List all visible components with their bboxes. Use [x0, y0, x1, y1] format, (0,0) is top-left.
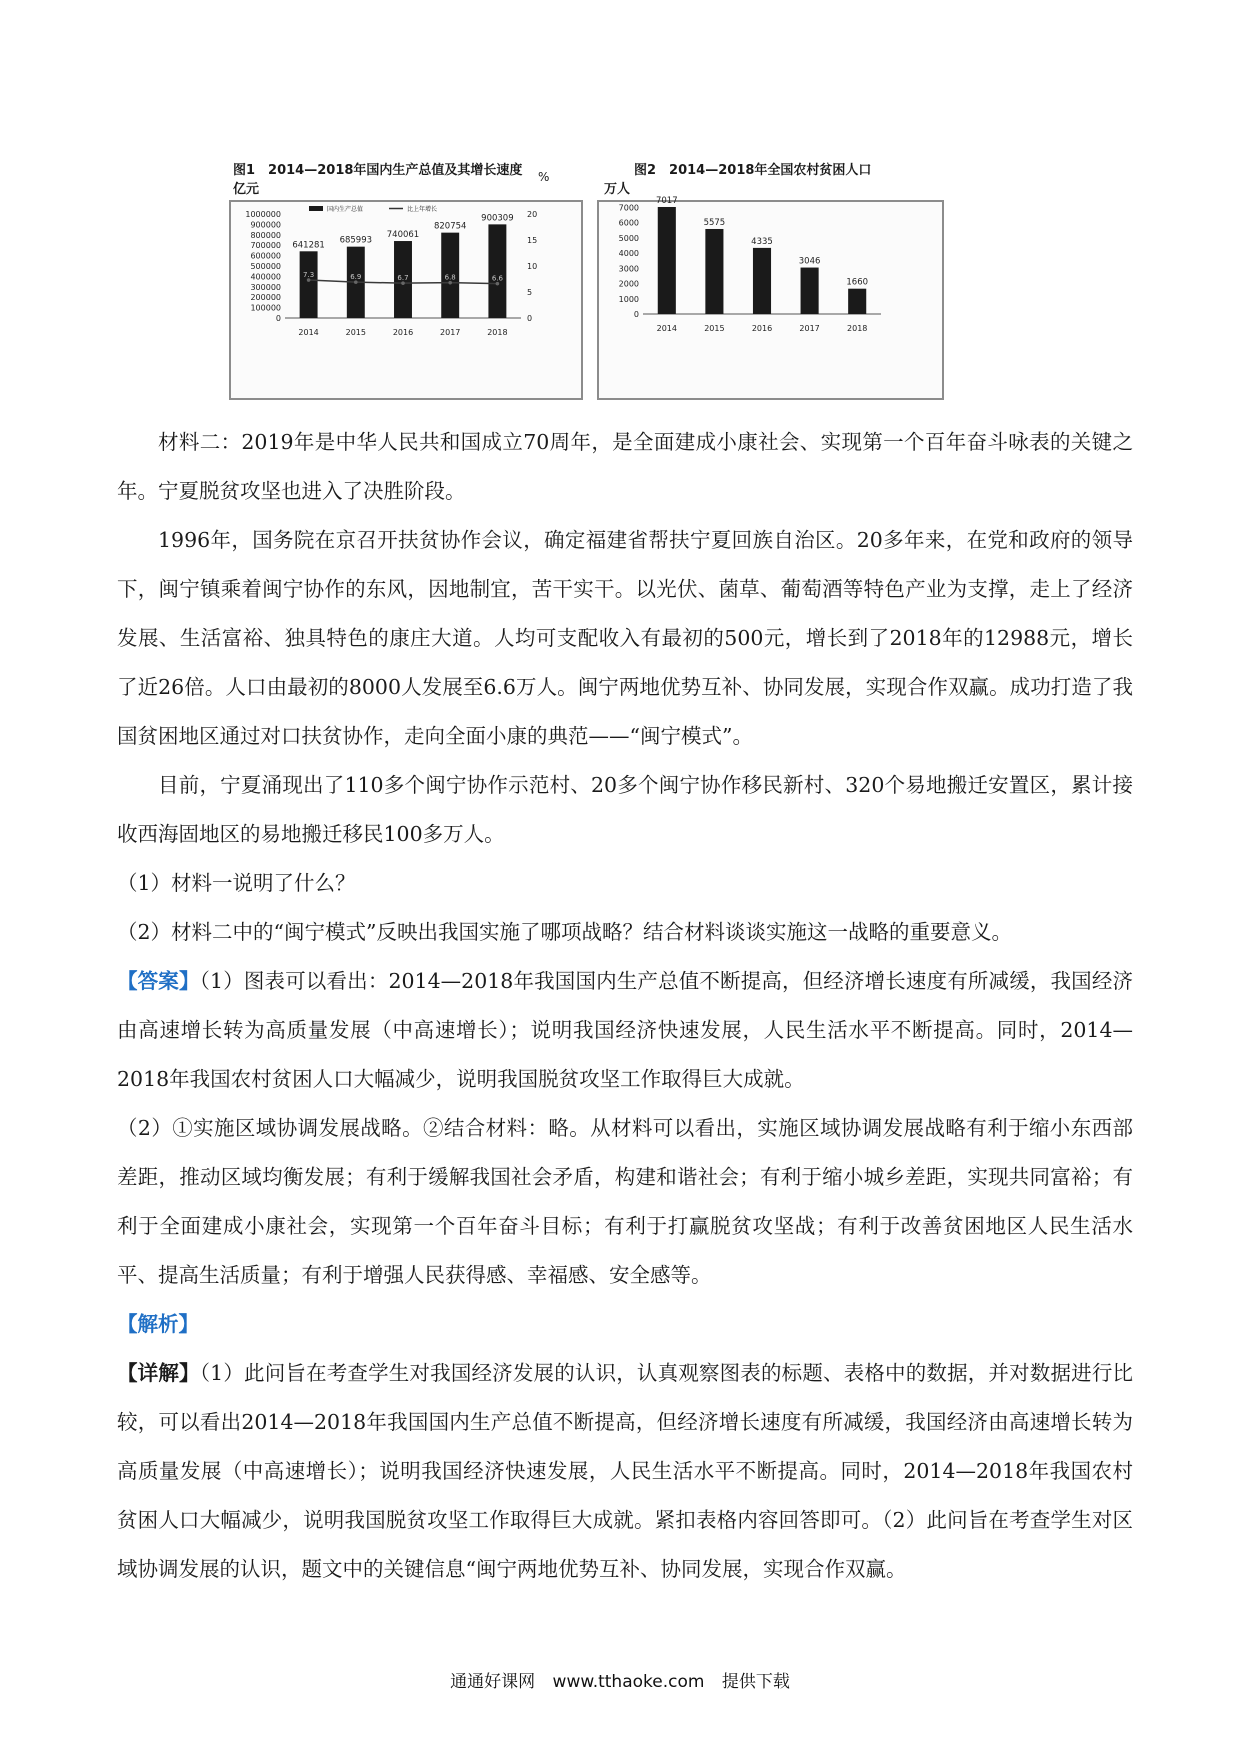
x-tick-label: 2014 [656, 324, 677, 333]
answer-1-text: （1）图表可以看出：2014—2018年我国国内生产总值不断提高，但经济增长速度有所减缓，我国经济由高速增长转为高质量发展（中高速增长）；说明我国经济快速发展，人民生活水平不断提高。同时，2014—2018年我国农村贫困人口大幅减少，说明我国脱贫攻坚工作取得巨大成就。 [117, 969, 1133, 1091]
gdp-bar [300, 251, 318, 318]
y-tick-label: 4000 [618, 249, 639, 258]
poverty-bar [848, 289, 866, 314]
question-1: （1）材料一说明了什么？ [117, 871, 356, 895]
detail-tag: 【详解】 [117, 1361, 200, 1385]
y-tick-label: 500000 [250, 262, 281, 271]
x-tick-label: 2015 [345, 328, 366, 337]
y-tick-label: 100000 [250, 303, 281, 313]
minning-history-paragraph: 1996年，国务院在京召开扶贫协作会议，确定福建省帮扶宁夏回族自治区。20多年来，在党和政府的领导下，闽宁镇乘着闽宁协作的东风，因地制宜，苦干实干。以光伏、菌草、葡萄酒等特色产业为支撑，走上了经济发展、生活富裕、独具特色的康庄大道。人均可支配收入有最初的500元，增长到了2018年的12988元，增长了近26倍。人口由最初的8000人发展至6.6万人。闽宁两地优势互补、协同发展，实现合作双赢。成功打造了我国贫困地区通过对口扶贫协作，走向全面小康的典范——“闽宁模式”。 [117, 528, 1133, 748]
x-tick-label: 2017 [799, 324, 820, 333]
y2-tick-label: 5 [527, 288, 533, 297]
figure-2-poverty [597, 195, 944, 400]
ningxia-status-paragraph: 目前，宁夏涌现出了110多个闽宁协作示范村、20多个闽宁协作移民新村、320个易地搬迁安置区，累计接收西海固地区的易地搬迁移民100多万人。 [117, 773, 1133, 846]
footer-url[interactable]: www.tthaoke.com [552, 1672, 705, 1692]
poverty-bar-label: 5575 [703, 217, 726, 228]
gdp-bar-label: 900309 [481, 213, 514, 224]
y-tick-label: 2000 [618, 279, 639, 289]
x-tick-label: 2016 [751, 324, 773, 333]
answer-1 [117, 957, 1133, 1104]
poverty-bar-label: 7017 [655, 195, 678, 206]
figure-2-ylabel: 万人 [604, 182, 631, 197]
answer-tag: 【答案】 [117, 969, 200, 993]
figure-2-title: 图2 2014—2018年全国农村贫困人口 [634, 163, 872, 178]
y-tick-label: 800000 [250, 230, 281, 240]
growth-label: 6.7 [397, 274, 409, 283]
poverty-bar [658, 207, 676, 314]
y-tick-label: 0 [275, 314, 281, 323]
poverty-bar-label: 4335 [751, 236, 773, 247]
page-footer [0, 1667, 1240, 1692]
y-tick-label: 7000 [618, 203, 639, 213]
footer-note: 提供下载 [721, 1672, 790, 1692]
legend-label-growth: 比上年增长 [407, 206, 438, 213]
gdp-bar-label: 641281 [292, 240, 325, 251]
detail-text: （1）此问旨在考查学生对我国经济发展的认识，认真观察图表的标题、表格中的数据，并对数据进行比较，可以看出2014—2018年我国国内生产总值不断提高，但经济增长速度有所减缓，我国经济由高速增长转为高质量发展（中高速增长）；说明我国经济快速发展，人民生活水平不断提高。同时，2014—2018年我国农村贫困人口大幅减少，说明我国脱贫攻坚工作取得巨大成就。紧扣表格内容回答即可。（2）此问旨在考查学生对区域协调发展的认识，题文中的关键信息“闽宁两地优势互补、协同发展，实现合作双赢。 [117, 1361, 1134, 1581]
gdp-bar-label: 685993 [339, 235, 373, 246]
y-tick-label: 0 [633, 310, 639, 319]
y-tick-label: 300000 [250, 282, 281, 292]
x-tick-label: 2018 [847, 324, 868, 333]
y2-tick-label: 0 [527, 314, 533, 323]
poverty-bar-label: 3046 [798, 256, 821, 267]
x-tick-label: 2017 [440, 328, 461, 337]
growth-label: 6.9 [350, 273, 362, 282]
growth-label: 7.3 [303, 271, 315, 280]
legend-swatch-gdp [309, 206, 323, 211]
legend-label-gdp: 国内生产总值 [327, 206, 364, 213]
figure-1-title: 图1 2014—2018年国内生产总值及其增长速度 [233, 163, 523, 178]
y-tick-label: 900000 [250, 220, 281, 230]
figure-1-y2label: % [538, 170, 550, 184]
y2-tick-label: 15 [527, 236, 538, 245]
gdp-bar-label: 740061 [386, 230, 420, 241]
y-tick-label: 5000 [618, 233, 639, 243]
analysis-tag: 【解析】 [117, 1312, 199, 1336]
answer-2: （2）①实施区域协调发展战略。②结合材料：略。从材料可以看出，实施区域协调发展战略有利于缩小东西部差距，推动区域均衡发展；有利于缓解我国社会矛盾，构建和谐社会；有利于缩小城乡差距，实现共同富裕；有利于全面建成小康社会，实现第一个百年奋斗目标；有利于打赢脱贫攻坚战；有利于改善贫困地区人民生活水平、提高生活质量；有利于增强人民获得感、幸福感、安全感等。 [117, 1116, 1133, 1287]
y-tick-label: 600000 [250, 251, 281, 261]
question-2: （2）材料二中的“闽宁模式”反映出我国实施了哪项战略？结合材料谈谈实施这一战略的重要意义。 [117, 920, 1013, 944]
growth-label: 6.6 [491, 274, 503, 283]
x-tick-label: 2015 [704, 324, 725, 333]
material-2-paragraph: 材料二：2019年是中华人民共和国成立70周年，是全面建成小康社会、实现第一个百年奋斗咏表的关键之年。宁夏脱贫攻坚也进入了决胜阶段。 [117, 430, 1133, 503]
gdp-bar-label: 820754 [433, 221, 467, 232]
poverty-bar [705, 229, 723, 314]
footer-site: 通通好课网 [450, 1672, 536, 1692]
x-tick-label: 2014 [298, 328, 319, 337]
x-tick-label: 2018 [487, 328, 508, 337]
y-tick-label: 1000 [618, 294, 639, 304]
detail-paragraph [117, 1349, 1133, 1594]
y-tick-label: 700000 [250, 241, 281, 251]
y2-tick-label: 10 [527, 262, 538, 271]
y-tick-label: 400000 [250, 272, 281, 282]
y-tick-label: 1000000 [245, 210, 281, 219]
poverty-bar-label: 1660 [846, 277, 869, 288]
y-tick-label: 6000 [618, 218, 639, 228]
y2-tick-label: 20 [527, 210, 538, 219]
figure-1-gdp [229, 200, 583, 400]
y-tick-label: 3000 [618, 264, 639, 274]
gdp-chart [231, 202, 581, 398]
analysis-heading [117, 1300, 1133, 1349]
x-tick-label: 2016 [392, 328, 414, 337]
gdp-bar [488, 224, 506, 318]
poverty-chart [599, 195, 942, 398]
figure-1-ylabel: 亿元 [233, 182, 260, 197]
growth-label: 6.8 [444, 273, 456, 282]
y-tick-label: 200000 [250, 293, 281, 303]
poverty-bar [753, 248, 771, 314]
document-body [117, 418, 1133, 1594]
poverty-bar [801, 268, 819, 314]
